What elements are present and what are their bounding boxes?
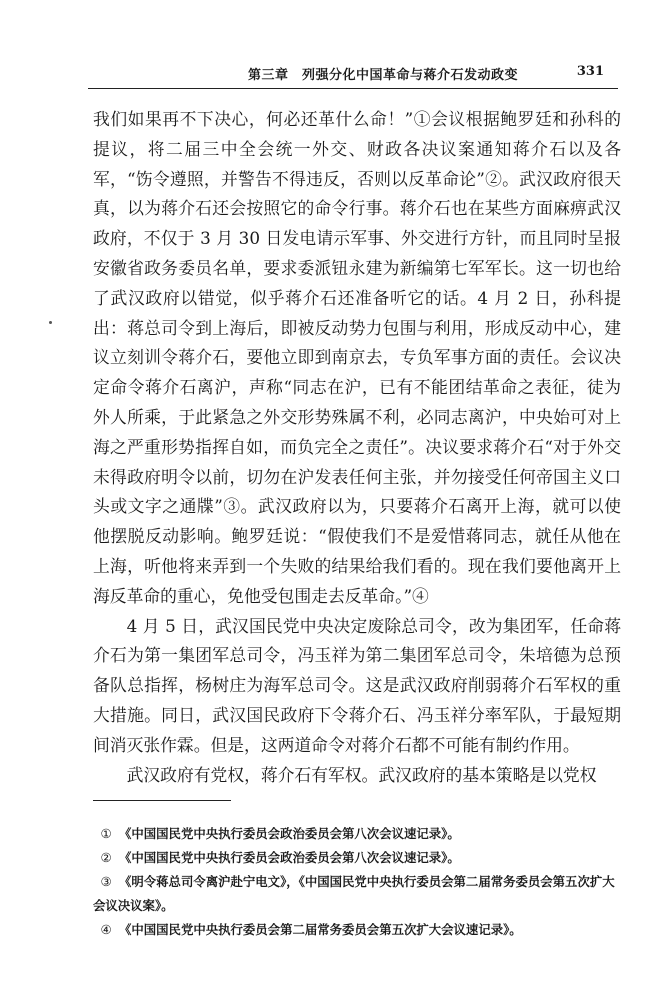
footnote-rule	[93, 800, 231, 801]
paragraph-2: 4 月 5 日，武汉国民党中央决定废除总司令，改为集团军，任命蒋介石为第一集团军总司令，冯玉祥为第二集团军总司令，朱培德为总预备队总指挥，杨树庄为海军总司令。这是武汉政府削弱蒋介石军权的重大措施。同日，武汉国民政府下令蒋介石、冯玉祥分率军队，于最短期间消灭张作霖。但是，这两道命令对蒋介石都不可能有制约作用。	[93, 615, 621, 755]
footnote-mark: ④	[100, 922, 112, 937]
footnote-mark: ②	[100, 850, 112, 865]
footnote-text: 《中国国民党中央执行委员会政治委员会第八次会议速记录》。	[119, 826, 460, 841]
footnote-2	[93, 846, 621, 870]
margin-speck	[49, 321, 52, 324]
footnote-4	[93, 918, 621, 942]
paragraph-3: 武汉政府有党权，蒋介石有军权。武汉政府的基本策略是以党权	[126, 764, 597, 785]
body-text	[93, 105, 621, 790]
footnote-mark: ①	[100, 826, 112, 841]
running-head: 第三章 列强分化中国革命与蒋介石发动政变	[248, 68, 519, 83]
page-number: 331	[576, 64, 604, 79]
footnote-1	[93, 822, 621, 846]
footnote-3	[93, 870, 621, 918]
footnote-text: 《中国国民党中央执行委员会政治委员会第八次会议速记录》。	[119, 850, 460, 865]
page-header	[88, 64, 618, 88]
footnote-mark: ③	[100, 874, 112, 889]
paragraph-1: 我们如果再不下决心，何必还革什么命！”①会议根据鲍罗廷和孙科的提议，将二届三中全会统一外交、财政各决议案通知蒋介石以及各军，“饬令遵照，并警告不得违反，否则以反革命论”②。武汉政府很天真，以为蒋介石还会按照它的命令行事。蒋介石也在某些方面麻痹武汉政府，不仅于 3 月 30 日发电请示军事、外交进行方针，而且同时呈报安徽省政务委员名单，要求委派钮永建为新编第七军军长。这一切也给了武汉政府以错觉，似乎蒋介石还准备听它的话。4 月 2 日，孙科提出：蒋总司令到上海后，即被反动势力包围与利用，形成反动中心，建议立刻训令蒋介石，要他立即到南京去，专负军事方面的责任。会议决定命令蒋介石离沪，声称“同志在沪，已有不能团结革命之表征，徒为外人所乘，于此紧急之外交形势殊属不利，必同志离沪，中央始可对上海之严重形势指挥自如，而负完全之责任”。决议要求蒋介石“对于外交未得政府明令以前，切勿在沪发表任何主张，并勿接受任何帝国主义口头或文字之通牒”③。武汉政府以为，只要蒋介石离开上海，就可以使他摆脱反动影响。鲍罗廷说：“假使我们不是爱惜蒋同志，就任从他在上海，听他将来弄到一个失败的结果给我们看的。现在我们要他离开上海反革命的重心，免他受包围走去反革命。”④	[93, 109, 621, 606]
footnote-text: 《明令蒋总司令离沪赴宁电文》，《中国国民党中央执行委员会第二届常务委员会第五次扩大会议决议案》。	[93, 874, 615, 913]
footnote-text: 《中国国民党中央执行委员会第二届常务委员会第五次扩大会议速记录》。	[119, 922, 522, 937]
footnotes	[93, 822, 621, 942]
header-rule	[88, 88, 618, 89]
